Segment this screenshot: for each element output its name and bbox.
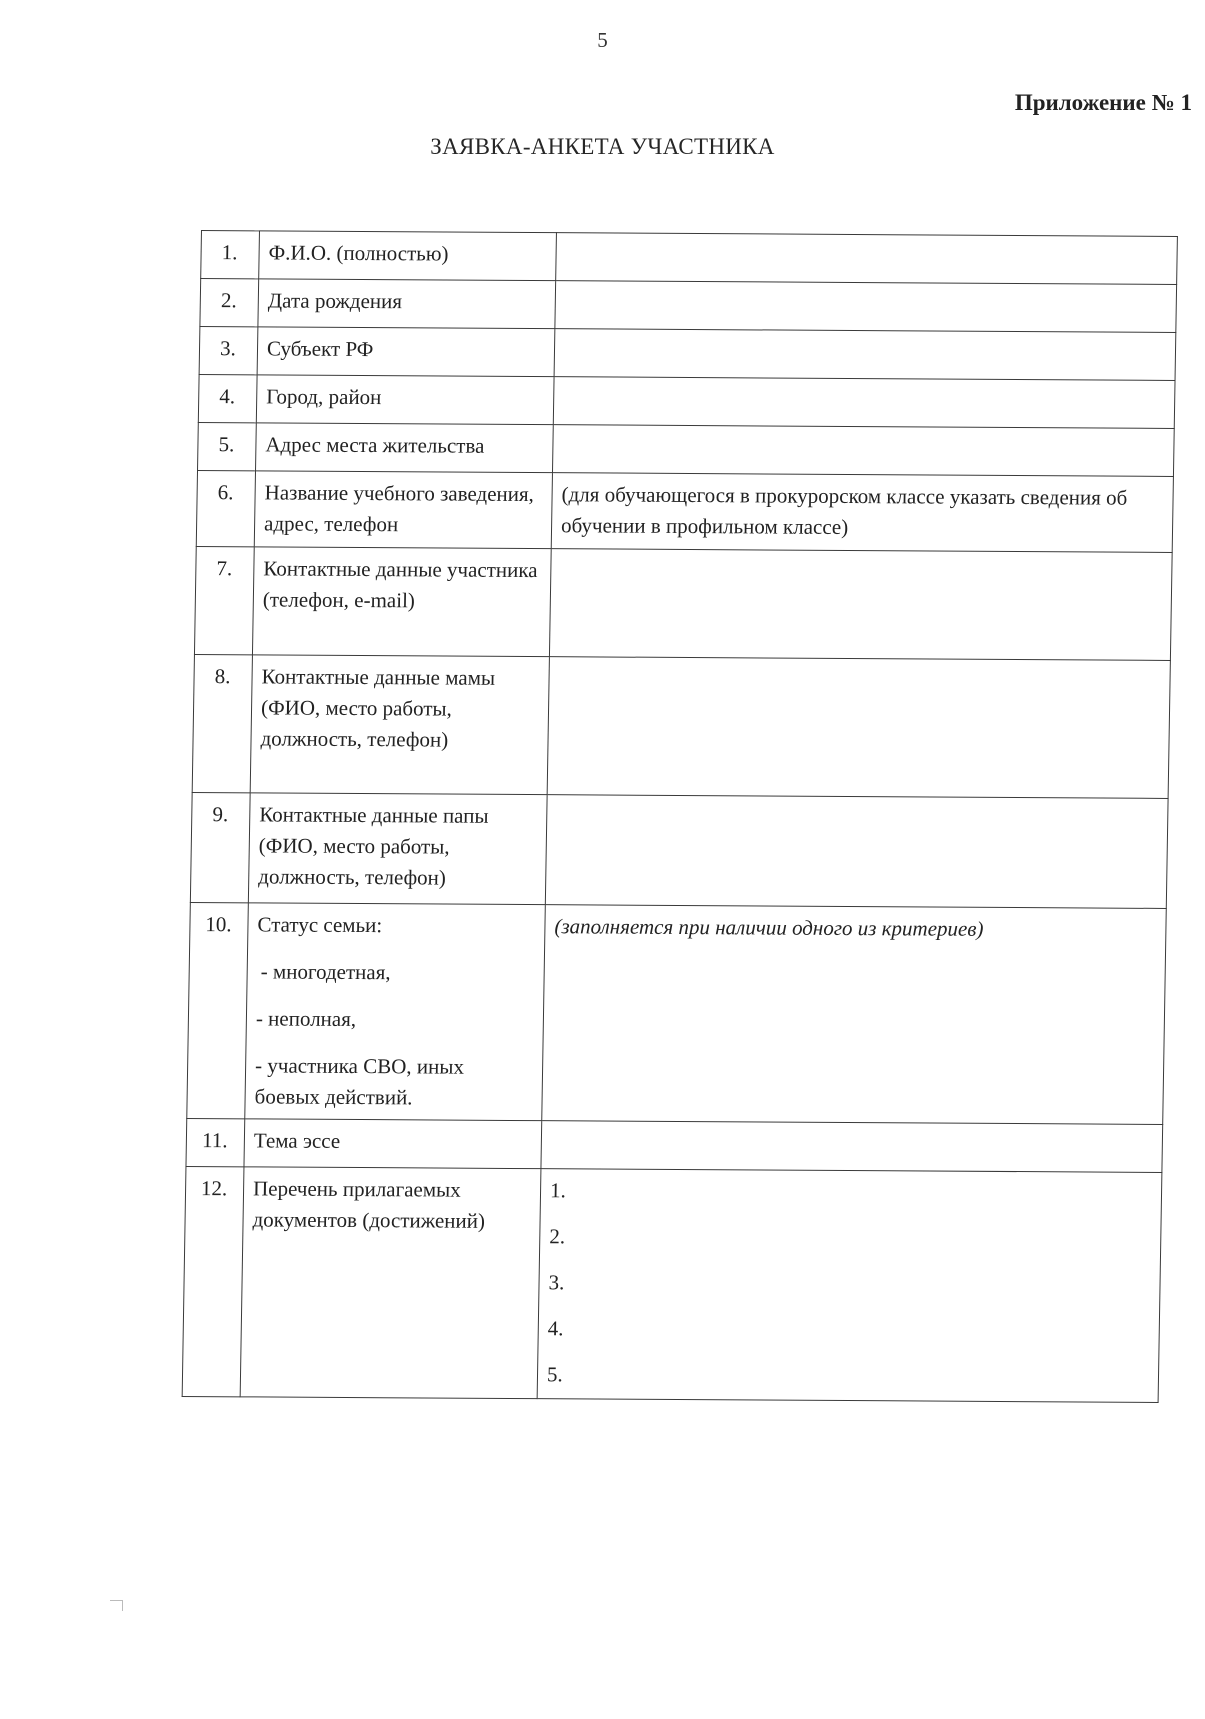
form-row-city bbox=[198, 375, 1175, 429]
application-form-table bbox=[182, 230, 1178, 1403]
row-label: Контактные данные папы (ФИО, место работы, должность, телефон) bbox=[248, 793, 547, 905]
mother-contacts-field[interactable] bbox=[547, 657, 1170, 799]
row-label-group bbox=[245, 903, 546, 1121]
participant-contacts-field[interactable] bbox=[549, 549, 1172, 661]
row-label: Перечень прилагаемых документов (достижений) bbox=[240, 1167, 541, 1399]
region-field[interactable] bbox=[554, 329, 1176, 381]
form-row-family-status bbox=[187, 902, 1167, 1124]
form-row-documents bbox=[182, 1166, 1162, 1402]
family-status-option: - участника СВО, иных боевых действий. bbox=[254, 1053, 465, 1110]
address-field[interactable] bbox=[552, 425, 1174, 477]
row-label: Субъект РФ bbox=[257, 327, 555, 377]
row-number: 10. bbox=[187, 902, 249, 1118]
form-row-region bbox=[199, 327, 1176, 381]
row-number: 6. bbox=[196, 470, 255, 546]
row-number: 1. bbox=[201, 231, 260, 279]
row-label: Название учебного заведения, адрес, телефон bbox=[254, 471, 552, 549]
father-contacts-field[interactable] bbox=[545, 795, 1168, 909]
school-field[interactable]: (для обучающегося в прокурорском классе указать сведения об обучении в профильном классе) bbox=[551, 473, 1173, 553]
row-number: 7. bbox=[194, 546, 254, 654]
family-status-option: - неполная, bbox=[255, 1006, 357, 1032]
row-number: 4. bbox=[198, 375, 257, 423]
row-number: 2. bbox=[200, 279, 259, 327]
row-label: Контактные данные мамы (ФИО, место работы, должность, телефон) bbox=[250, 655, 549, 795]
document-item: 1. bbox=[549, 1178, 567, 1203]
row-label: Дата рождения bbox=[258, 279, 556, 329]
row-number: 5. bbox=[198, 422, 257, 470]
family-status-field[interactable] bbox=[542, 905, 1167, 1125]
appendix-label: Приложение № 1 bbox=[1014, 90, 1192, 115]
row-label: Город, район bbox=[256, 375, 554, 425]
documents-list-field[interactable] bbox=[537, 1169, 1162, 1403]
document-item: 3. bbox=[548, 1270, 565, 1295]
page-number: 5 bbox=[597, 28, 608, 52]
row-label: Ф.И.О. (полностью) bbox=[259, 231, 557, 281]
row-number: 12. bbox=[182, 1166, 244, 1396]
row-number: 3. bbox=[199, 327, 258, 375]
row-number: 8. bbox=[192, 654, 252, 792]
birth-date-field[interactable] bbox=[555, 281, 1177, 333]
form-row-school bbox=[196, 470, 1173, 552]
family-status-option: - многодетная, bbox=[260, 959, 391, 985]
document-title: ЗАЯВКА-АНКЕТА УЧАСТНИКА bbox=[430, 134, 775, 159]
essay-topic-field[interactable] bbox=[541, 1121, 1163, 1173]
family-status-hint: (заполняется при наличии одного из критериев) bbox=[554, 914, 984, 941]
form-row-birth-date bbox=[200, 279, 1177, 333]
full-name-field[interactable] bbox=[556, 233, 1178, 285]
row-label: Тема эссе bbox=[244, 1119, 542, 1169]
row-number: 9. bbox=[190, 792, 250, 902]
form-row-full-name bbox=[201, 231, 1178, 285]
row-label: Статус семьи: bbox=[257, 912, 383, 938]
row-number: 11. bbox=[186, 1118, 245, 1166]
document-item: 2. bbox=[549, 1224, 566, 1249]
document-item: 4. bbox=[547, 1316, 564, 1341]
row-label: Контактные данные участника (телефон, e-mail) bbox=[252, 547, 551, 657]
form-row-father-contacts bbox=[190, 792, 1168, 908]
form-row-address bbox=[198, 422, 1175, 476]
form-row-essay-topic bbox=[186, 1118, 1163, 1172]
form-row-participant-contacts bbox=[194, 546, 1172, 660]
row-label: Адрес места жительства bbox=[256, 423, 554, 473]
scan-artifact-mark bbox=[110, 1600, 123, 1611]
city-field[interactable] bbox=[553, 377, 1175, 429]
document-item: 5. bbox=[546, 1362, 563, 1387]
form-row-mother-contacts bbox=[192, 654, 1170, 798]
